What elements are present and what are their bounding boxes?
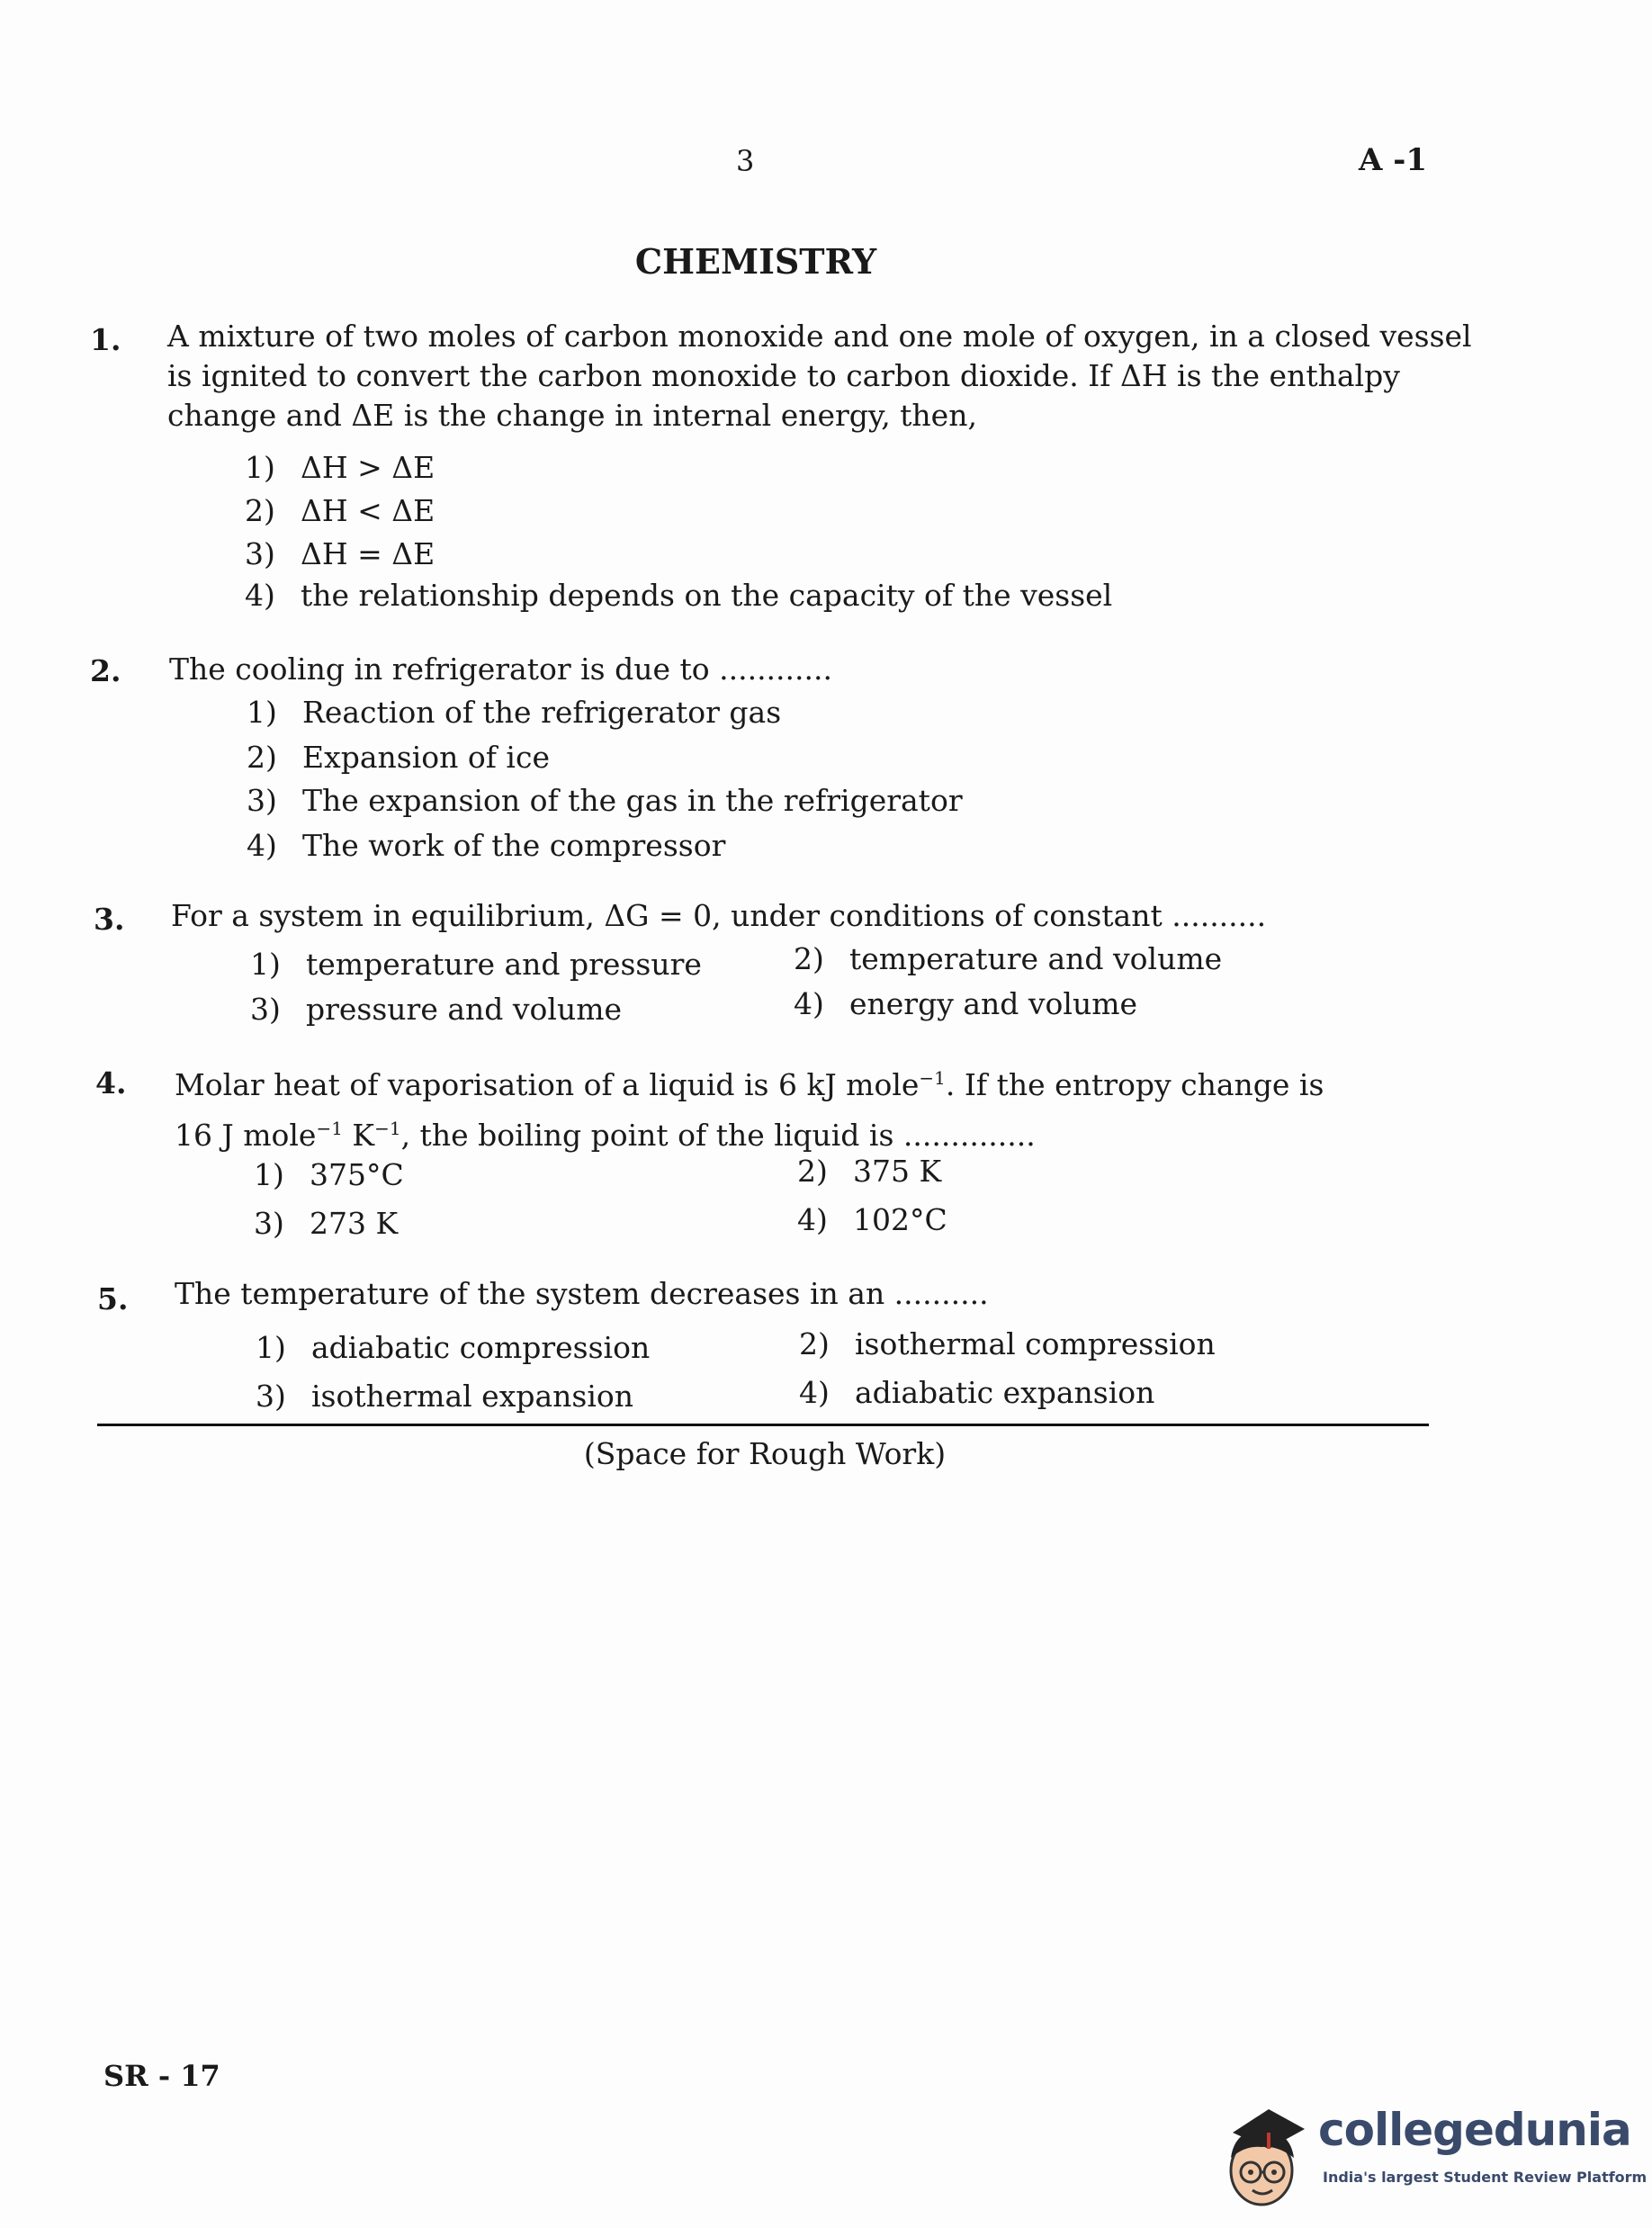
option <box>247 740 550 775</box>
option <box>254 1157 404 1192</box>
option-number: 4) <box>247 828 277 863</box>
watermark-tagline: India's largest Student Review Platform <box>1323 2169 1648 2186</box>
question-number: 3. <box>94 902 125 937</box>
option <box>250 992 622 1027</box>
option-text: ΔH < ΔE <box>301 493 435 528</box>
question-number: 1. <box>90 322 121 357</box>
option <box>256 1330 650 1365</box>
option <box>247 828 725 863</box>
option-number: 4) <box>245 578 275 613</box>
option-text: 102°C <box>853 1202 947 1237</box>
superscript: −1 <box>919 1067 946 1089</box>
option <box>250 947 702 982</box>
option-text: The work of the compressor <box>302 828 726 863</box>
question-number: 2. <box>90 653 121 688</box>
option-number: 1) <box>256 1330 286 1365</box>
option-number: 3) <box>256 1379 286 1414</box>
option-number: 4) <box>799 1375 830 1410</box>
option-number: 2) <box>794 941 824 976</box>
option-text: adiabatic expansion <box>855 1375 1155 1410</box>
option <box>245 493 435 528</box>
option-text: adiabatic compression <box>311 1330 651 1365</box>
text-part: 16 J mole <box>175 1118 317 1153</box>
question-number: 5. <box>97 1281 129 1316</box>
superscript: −1 <box>316 1118 343 1139</box>
text-part: Molar heat of vaporisation of a liquid is 6 kJ mole <box>175 1067 920 1102</box>
option <box>799 1326 1216 1361</box>
option <box>797 1202 947 1237</box>
option-number: 3) <box>254 1206 284 1241</box>
question-text-line-2 <box>175 1109 1497 1155</box>
question-text: A mixture of two moles of carbon monoxide and one mole of oxygen, in a closed vessel is ignited to convert the carbon monoxide to carbon dioxide. If ΔH is the enthalpy change and ΔE is the change in internal energy, then, <box>167 319 1472 433</box>
page-title: CHEMISTRY <box>634 241 877 282</box>
rough-work-label: (Space for Rough Work) <box>583 1436 947 1471</box>
text-part: , the boiling point of the liquid is .............. <box>400 1118 1036 1153</box>
option-text: ΔH > ΔE <box>301 450 435 485</box>
question-number: 4. <box>95 1065 127 1101</box>
option-text: 375°C <box>310 1157 404 1192</box>
option-number: 2) <box>245 493 275 528</box>
option <box>256 1379 633 1414</box>
option-number: 2) <box>799 1326 830 1361</box>
set-code: A -1 <box>1359 142 1427 178</box>
option-number: 3) <box>247 783 277 818</box>
option-text: the relationship depends on the capacity of the vessel <box>301 578 1113 613</box>
mascot-icon <box>1215 2106 1314 2214</box>
option-number: 4) <box>794 986 824 1021</box>
option-text: 273 K <box>310 1206 399 1241</box>
option-text: ΔH = ΔE <box>301 536 435 571</box>
option-number: 2) <box>797 1154 828 1189</box>
question-text: For a system in equilibrium, ΔG = 0, under conditions of constant .......... <box>171 898 1267 933</box>
option-number: 1) <box>250 947 281 982</box>
superscript: −1 <box>374 1118 401 1139</box>
question-text <box>175 1058 1497 1155</box>
option <box>247 783 963 818</box>
text-part: . If the entropy change is <box>945 1067 1324 1102</box>
watermark-name: collegedunia <box>1318 2104 1631 2156</box>
option-text: Reaction of the refrigerator gas <box>302 695 782 730</box>
option <box>797 1154 941 1189</box>
option-number: 4) <box>797 1202 828 1237</box>
option <box>247 695 781 730</box>
option-number: 3) <box>250 992 281 1027</box>
option-text: 375 K <box>853 1154 942 1189</box>
footer-code: SR - 17 <box>103 2059 220 2093</box>
option-text: The expansion of the gas in the refrigerator <box>302 783 963 818</box>
option-number: 3) <box>245 536 275 571</box>
option <box>799 1375 1154 1410</box>
text-part: K <box>342 1118 375 1153</box>
option <box>794 986 1137 1021</box>
option-text: isothermal expansion <box>311 1379 633 1414</box>
option-number: 1) <box>247 695 277 730</box>
option <box>245 536 435 571</box>
option-text: temperature and volume <box>849 941 1223 976</box>
question-text-line-1 <box>175 1058 1497 1105</box>
option-number: 1) <box>245 450 275 485</box>
option <box>245 578 1112 613</box>
question-text: The temperature of the system decreases in an .......... <box>175 1276 989 1311</box>
option <box>794 941 1222 976</box>
option-number: 2) <box>247 740 277 775</box>
option-text: Expansion of ice <box>302 740 550 775</box>
option-text: isothermal compression <box>855 1326 1216 1361</box>
option <box>245 450 435 485</box>
page-number: 3 <box>736 144 755 178</box>
option-text: pressure and volume <box>306 992 623 1027</box>
section-divider <box>97 1424 1429 1426</box>
option <box>254 1206 398 1241</box>
option-text: temperature and pressure <box>306 947 702 982</box>
option-text: energy and volume <box>849 986 1138 1021</box>
question-text: The cooling in refrigerator is due to ............ <box>169 651 832 687</box>
option-number: 1) <box>254 1157 284 1192</box>
